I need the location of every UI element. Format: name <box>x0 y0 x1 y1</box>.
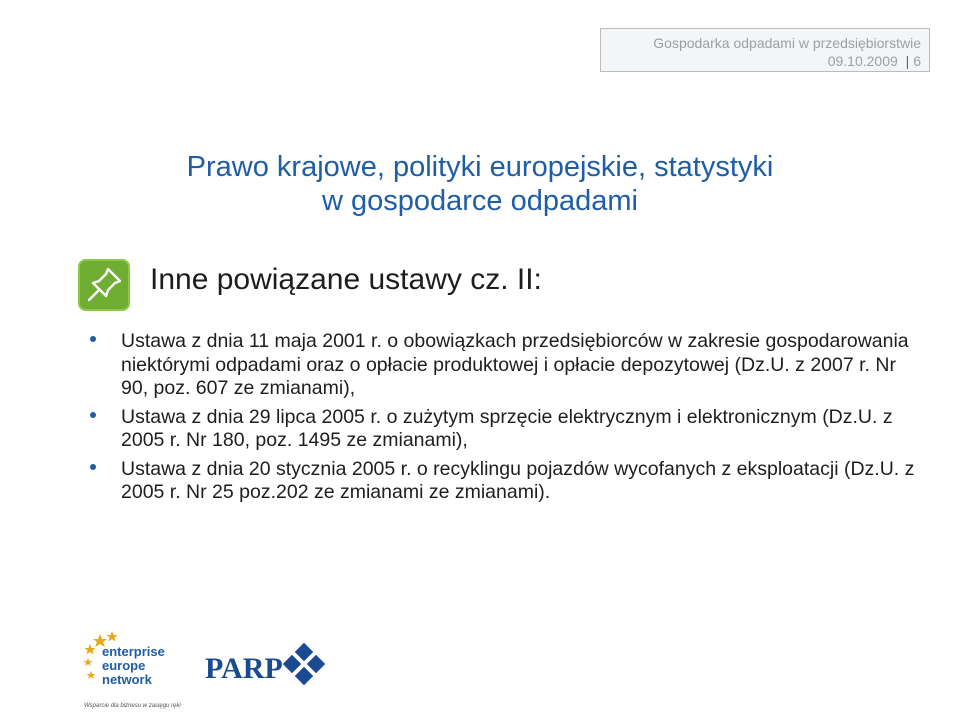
list-item <box>90 330 920 401</box>
page-title <box>0 150 960 218</box>
section-subtitle: Inne powiązane ustawy cz. II: <box>150 263 542 296</box>
parp-text: PARP <box>205 652 283 685</box>
list-item <box>90 458 920 505</box>
enterprise-europe-network-logo <box>82 628 182 715</box>
list-item-text: Ustawa z dnia 29 lipca 2005 r. o zużytym sprzęcie elektrycznym i elektronicznym (Dz.U. z 2005 r. Nr 180, poz. 1495 ze zmianami), <box>121 405 893 451</box>
parp-logo <box>205 640 330 697</box>
een-text-europe: europe <box>102 658 146 673</box>
pin-icon <box>78 259 130 311</box>
list-item-text: Ustawa z dnia 20 stycznia 2005 r. o recyklingu pojazdów wycofanych z eksploatacji (Dz.U. z 2005 r. Nr 25 poz.202 ze zmianami ze zmianami). <box>121 457 915 503</box>
header-date: 09.10.2009 <box>827 53 898 69</box>
page-title-line2: w gospodarce odpadami <box>322 185 638 217</box>
bullet-icon <box>90 336 96 342</box>
list-item <box>90 406 920 453</box>
bullet-icon <box>90 464 96 470</box>
bullet-icon <box>90 412 96 418</box>
law-list <box>90 330 920 510</box>
header-box <box>600 28 930 72</box>
header-meta <box>828 53 921 69</box>
een-text-network: network <box>102 672 152 687</box>
page-title-line1: Prawo krajowe, polityki europejskie, statystyki <box>186 151 774 183</box>
header-separator: | <box>905 53 910 69</box>
list-item-text: Ustawa z dnia 11 maja 2001 r. o obowiązkach przedsiębiorców w zakresie gospodarowania niektórymi odpadami oraz o opłacie produktowej i opłacie depozytowej (Dz.U. z 2007 r. Nr 90, poz. 607 ze zmianami), <box>121 330 909 399</box>
header-page-number: 6 <box>913 53 921 69</box>
een-tagline: Wsparcie dla biznesu w zasięgu ręki <box>84 703 181 709</box>
header-title: Gospodarka odpadami w przedsiębiorstwie <box>653 35 921 51</box>
een-text-enterprise: enterprise <box>102 644 165 659</box>
